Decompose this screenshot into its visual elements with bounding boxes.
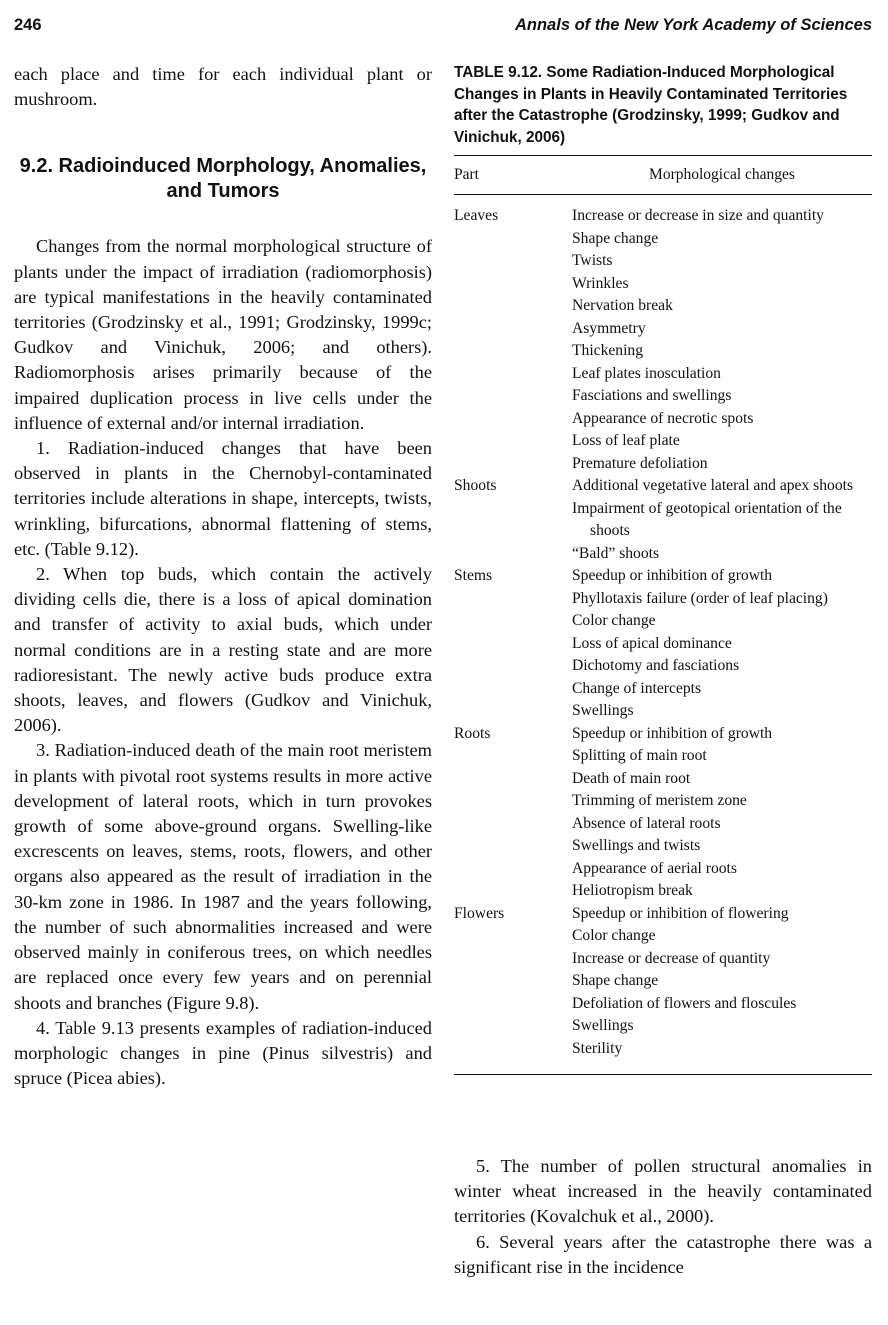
table-row bbox=[454, 205, 872, 475]
table-cell-part: Shoots bbox=[454, 477, 497, 495]
change-item: Loss of leaf plate bbox=[572, 432, 680, 450]
table-caption bbox=[454, 62, 872, 148]
table-header bbox=[454, 156, 872, 194]
change-item: Twists bbox=[572, 252, 613, 270]
table-block bbox=[454, 62, 872, 1075]
change-item: Shape change bbox=[572, 229, 659, 247]
table-row bbox=[454, 903, 872, 1061]
change-item: Increase or decrease in size and quantity bbox=[572, 207, 824, 225]
change-item: Nervation break bbox=[572, 297, 673, 315]
change-item: Speedup or inhibition of growth bbox=[572, 567, 773, 585]
change-item: Impairment of geotopical orientation of the shoots bbox=[572, 499, 842, 540]
left-column bbox=[14, 62, 432, 1091]
change-item: Splitting of main root bbox=[572, 747, 707, 765]
change-item: Wrinkles bbox=[572, 274, 629, 292]
change-item: Thickening bbox=[572, 342, 644, 360]
section-title: 9.2. Radioinduced Morphology, Anomalies, and Tumors bbox=[19, 155, 427, 203]
change-item: Asymmetry bbox=[572, 319, 646, 337]
paragraph-item-4: 4. Table 9.13 presents examples of radiation-induced morphologic changes in pine (Pinus silvestris) and spruce (Picea abies). bbox=[14, 1017, 432, 1089]
table-cell-changes bbox=[572, 475, 872, 565]
change-item: Swellings bbox=[572, 702, 634, 720]
change-item: Change of intercepts bbox=[572, 679, 702, 697]
page-number: 246 bbox=[14, 16, 42, 34]
table-row bbox=[454, 723, 872, 903]
paragraph-item-6: 6. Several years after the catastrophe there was a significant rise in the incidence bbox=[454, 1231, 872, 1277]
table-label: TABLE 9.12. bbox=[454, 64, 543, 81]
page-header bbox=[14, 10, 872, 40]
change-item: Increase or decrease of quantity bbox=[572, 949, 771, 967]
change-item: Heliotropism break bbox=[572, 882, 693, 900]
change-item: Dichotomy and fasciations bbox=[572, 657, 740, 675]
paragraph-item-5: 5. The number of pollen structural anomalies in winter wheat increased in the heavily contaminated territories (Kovalchuk et al., 2000). bbox=[454, 1156, 872, 1227]
paragraph-item-2: 2. When top buds, which contain the actively dividing cells die, there is a loss of apical domination and transfer of activity to axial buds, which under normal conditions are in a resting state and are more radioresistant. The newly active buds produce extra shoots, leaves, and flowers (Gudkov and Vinichuk, 2006). bbox=[14, 564, 432, 736]
table-row bbox=[454, 565, 872, 723]
change-item: Shape change bbox=[572, 972, 659, 990]
table-cell-changes bbox=[572, 205, 872, 475]
table-cell-part: Stems bbox=[454, 567, 493, 585]
change-item: Swellings bbox=[572, 1017, 634, 1035]
table-cell-part: Leaves bbox=[454, 207, 499, 225]
change-item: Appearance of aerial roots bbox=[572, 859, 737, 877]
change-item: Loss of apical dominance bbox=[572, 634, 732, 652]
change-item: Speedup or inhibition of flowering bbox=[572, 904, 789, 922]
table-cell-changes bbox=[572, 723, 872, 903]
table-cell-part: Flowers bbox=[454, 904, 505, 922]
change-item: Appearance of necrotic spots bbox=[572, 409, 754, 427]
paragraph-item-1: 1. Radiation-induced changes that have been observed in plants in the Chernobyl-contaminated territories include alterations in shape, intercepts, twists, wrinkling, bifurcations, abnormal flattening of stems, etc. (Table 9.12). bbox=[14, 438, 432, 559]
intro-paragraph: each place and time for each individual plant or mushroom. bbox=[14, 64, 432, 110]
change-item: Additional vegetative lateral and apex shoots bbox=[572, 477, 854, 495]
change-item: Color change bbox=[572, 927, 656, 945]
right-column-text bbox=[454, 1154, 872, 1280]
change-item: Premature defoliation bbox=[572, 454, 708, 472]
table-row bbox=[454, 475, 872, 565]
column-header-part: Part bbox=[454, 166, 479, 184]
table-cell-changes bbox=[572, 565, 872, 723]
change-item: Phyllotaxis failure (order of leaf placing) bbox=[572, 589, 828, 607]
table-bottom-rule bbox=[454, 1074, 872, 1075]
change-item: Speedup or inhibition of growth bbox=[572, 724, 773, 742]
change-item: Fasciations and swellings bbox=[572, 387, 732, 405]
journal-title: Annals of the New York Academy of Sciences bbox=[514, 16, 872, 34]
change-item: Trimming of meristem zone bbox=[572, 792, 747, 810]
change-item: Swellings and twists bbox=[572, 837, 701, 855]
change-item: Death of main root bbox=[572, 769, 691, 787]
change-item: Sterility bbox=[572, 1039, 623, 1057]
paragraph-item-3: 3. Radiation-induced death of the main root meristem in plants with pivotal root systems results in more active development of lateral roots, which in turn provokes growth of some above-ground organs. Swelling-like excrescents on leaves, stems, roots, flowers, and other organs also appeared as the result of irradiation in the 30-km zone in 1986. In 1987 and the years following, the number of such abnormalities increased and were observed mainly in coniferous trees, on which needles are replaced once every few years and on perennial shoots and branches (Figure 9.8). bbox=[14, 740, 432, 1013]
table-cell-part: Roots bbox=[454, 724, 491, 742]
change-item: Absence of lateral roots bbox=[572, 814, 721, 832]
column-header-changes: Morphological changes bbox=[649, 166, 795, 184]
change-item: Leaf plates inosculation bbox=[572, 364, 721, 382]
change-item: Color change bbox=[572, 612, 656, 630]
paragraph-radiomorphosis: Changes from the normal morphological structure of plants under the impact of irradiation (radiomorphosis) are typical manifestations in the heavily contaminated territories (Grodzinsky et al., 1991; Grodzinsky, 1999c; Gudkov and Vinichuk, 2006; and others). Radiomorphosis arises primarily because of the impaired duplication process in live cells under the influence of external and/or internal irradiation. bbox=[14, 236, 432, 433]
change-item: Defoliation of flowers and floscules bbox=[572, 994, 797, 1012]
table-cell-changes bbox=[572, 903, 872, 1061]
table-caption-text: Some Radiation-Induced Morphological Changes in Plants in Heavily Contaminated Territories after the Catastrophe (Grodzinsky, 1999; Gudkov and Vinichuk, 2006) bbox=[454, 64, 848, 146]
table-body bbox=[454, 195, 872, 1060]
change-item: “Bald” shoots bbox=[572, 544, 660, 562]
